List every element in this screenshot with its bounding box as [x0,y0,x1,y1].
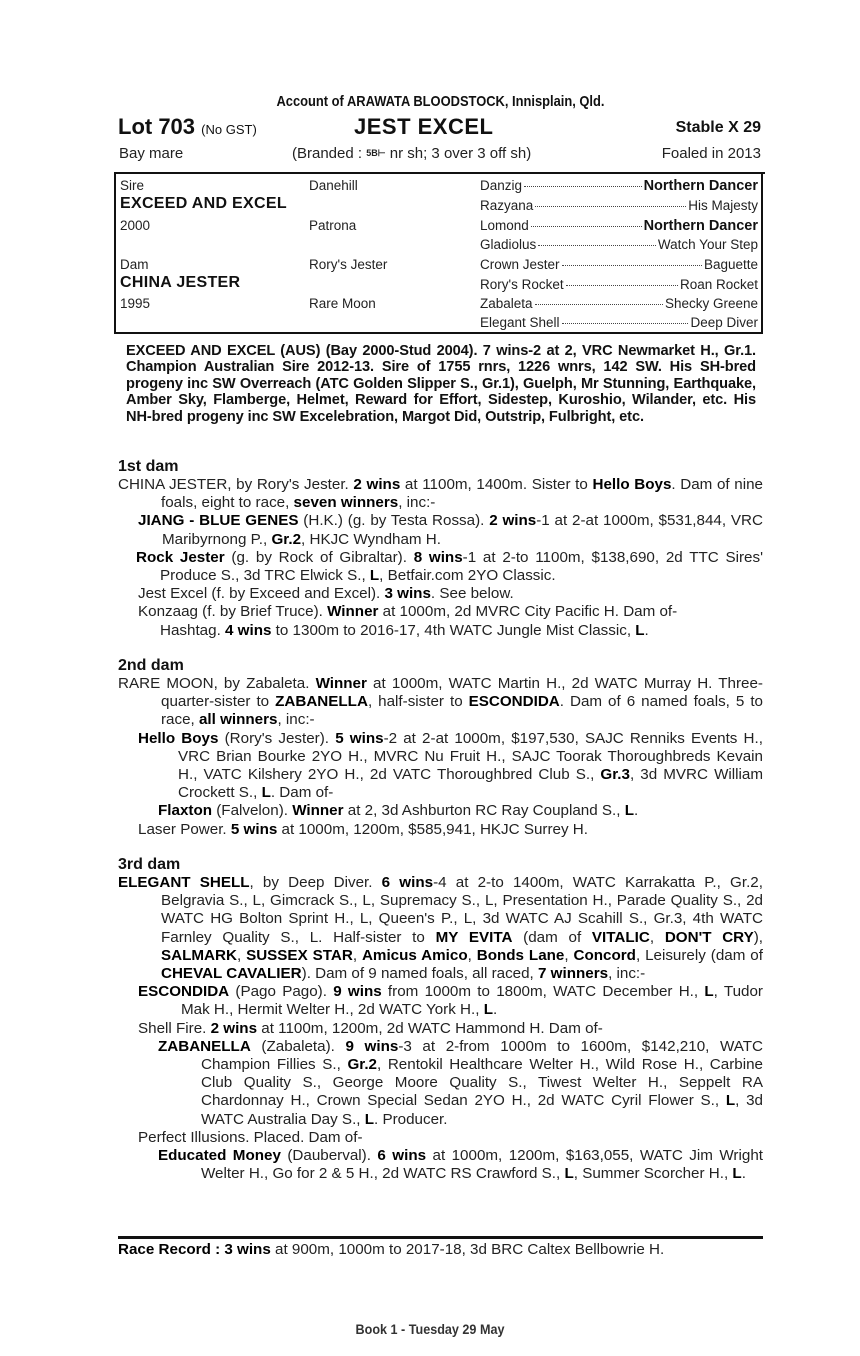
progeny-entry [118,730,763,803]
text: ), [753,928,763,946]
dam-entry [118,874,763,983]
text: . [633,802,639,820]
bold-text: ZABANELLA [158,1037,251,1055]
text: -4 at 2-to 1400m, WATC Karrakatta P., Gr.2, Belgravia S., L, Gimcrack S., L, Supremacy S., L, Presentation H., Parade Quality S., 2d WATC HG Bolton Sprint H., L, Queen's P., L, 3d WATC AJ Scahill S., Gr.3, 4th WATC Farnley Quality S., L. Half-sister to [161,874,763,946]
ancestor-left: Razyana [480,198,534,213]
bold-text: Flaxton [158,802,213,820]
text: , [352,946,362,964]
leader-dots [524,186,642,187]
second-dam-section [118,657,763,839]
bold-text: ESCONDIDA [138,983,230,1001]
bold-text: 7 winners [538,965,609,983]
text: . Dam of 6 named foals, 5 to race, [161,693,763,729]
text: (Rory's Jester). [218,729,336,747]
ancestor-row [480,198,758,213]
text: to 1300m to 2016-17, 4th WATC Jungle Mist Classic, [271,621,636,639]
bold-text: L [624,802,634,820]
ancestor-row [480,277,758,292]
text: (Pago Pago). [229,983,334,1001]
dam-name: CHINA JESTER [120,274,241,291]
bold-text: Hello Boys [138,729,219,747]
bold-text: Winner [292,802,344,820]
text: Konzaag (f. by Brief Truce). [138,603,328,621]
ancestor-row [480,218,758,234]
text: , HKJC Wyndham H. [301,530,441,548]
text: at 1000m, 1200m, $163,055, WATC Jim Wright Welter H., Go for 2 & 5 H., 2d WATC RS Crawford S., [201,1147,763,1183]
ancestor-row [480,257,758,272]
bold-text: Winner [327,603,379,621]
bold-text: ZABANELLA [275,693,368,711]
progeny-entry [118,821,763,839]
ancestor-row [480,315,758,330]
bold-text: 2 wins [353,476,401,493]
sire-summary: EXCEED AND EXCEL (AUS) (Bay 2000-Stud 2004). 7 wins-2 at 2, VRC Newmarket H., Gr.1. Champion Australian Sire 2012-13. Sire of 1755 rnrs, 1226 wnrs, 142 SW. His SH-bred progeny inc SW Overreach (ATC Golden Slipper S., Gr.1), Guelph, Mr Stunning, Earthquake, Amber Sky, Flamberge, Helmet, Reward for Effort, Sidestep, Kuroshio, Wilander, etc. His NH-bred progeny inc SW Excelebration, Margot Did, Outstrip, Fulbright, etc. [126,343,756,425]
bold-text: Concord [573,946,636,964]
bold-text: VITALIC [591,928,650,946]
bold-text: 6 wins [381,874,434,891]
brand-info [292,145,531,162]
brand-prefix: (Branded : [292,145,367,162]
progeny-entry [118,603,763,621]
progeny-entry [118,983,763,1019]
text: -1 at 2-to 1100m, $138,690, 2d TTC Sires' Produce S., 3d TRC Elwick S., [160,548,763,585]
bold-text: 4 wins [225,621,272,639]
dam-sire: Rory's Jester [309,257,388,272]
leader-dots [566,285,678,286]
text: , 3d WATC Australia Day S., [201,1092,763,1128]
bold-text: Educated Money [158,1147,281,1165]
bold-text: Rock Jester [136,548,225,566]
bold-text: 5 wins [335,729,384,747]
grand-progeny-entry [118,622,763,640]
text: at 1000m, WATC Martin H., 2d WATC Murray H. Three-quarter-sister to [161,675,763,711]
text: (Zabaleta). [250,1037,346,1055]
text: Laser Power. [138,820,231,838]
text: -1 at 2-at 1000m, $531,844, VRC Maribyrnong P., [162,512,763,548]
page-footer: Book 1 - Tuesday 29 May [355,1321,505,1337]
text: , inc:- [398,494,436,512]
vendor-account: Account of ARAWATA BLOODSTOCK, Innisplain, Qld. [276,93,605,110]
text: at 1100m, 1200m, 2d WATC Hammond H. Dam of- [257,1019,603,1037]
bold-text: JIANG - BLUE GENES [138,512,299,530]
bold-text: 9 wins [345,1037,399,1055]
ancestor-right: His Majesty [688,198,758,213]
brand-mark-icon: 5B⊢ [366,148,386,158]
bold-text: Race Record : 3 wins [118,1241,271,1258]
leader-dots [535,206,686,207]
bold-text: 5 wins [230,820,278,838]
text: , half-sister to [367,693,469,711]
progeny-entry [118,1129,763,1147]
text: from 1000m to 1800m, WATC December H., [381,983,705,1001]
text: CHINA JESTER, by Rory's Jester. [118,476,354,493]
text: , Betfair.com 2YO Classic. [379,567,556,585]
horse-name: JEST EXCEL [354,114,494,139]
text: , Rentokil Healthcare Welter H., Wild Rose H., Carbine Club Quality S., George Moore Quality S., Tiwest Welter H., Seppelt RA Chardonnay H., Crown Special Sedan 2YO H., 2d WATC Cyril Flower S., [201,1056,763,1110]
text: at 900m, 1000m to 2017-18, 3d BRC Caltex Bellbowrie H. [270,1241,665,1258]
gst-note: (No GST) [201,122,257,137]
text: . [644,621,649,639]
lot-number [118,114,257,140]
ancestor-left: Gladiolus [480,237,537,252]
text: , Leisurely (dam of [635,946,763,964]
text: at 2, 3d Ashburton RC Ray Coupland S., [343,802,625,820]
foaled-year: Foaled in 2013 [661,145,761,162]
race-record-rule [118,1236,763,1239]
text: , [467,946,477,964]
text: , [649,928,665,946]
third-dam-section [118,856,763,1183]
ancestor-left: Elegant Shell [480,315,560,330]
text: (g. by Rock of Gibraltar). [224,548,414,566]
text: (H.K.) (g. by Testa Rossa). [298,512,490,530]
ancestor-right: Watch Your Step [657,237,758,252]
brand-suffix: nr sh; 3 over 3 off sh) [385,145,532,162]
text: , Tudor Mak H., Hermit Welter H., 2d WATC York H., [181,983,763,1019]
ancestor-right: Deep Diver [690,315,758,330]
text: (dam of [512,928,592,946]
dam-year: 1995 [120,296,151,311]
ancestor-right: Baguette [703,257,758,272]
bold-text: ESCONDIDA [468,693,560,711]
bold-text: L [704,983,714,1001]
ancestor-left: Danzig [480,178,523,193]
text: , inc:- [277,711,315,729]
bold-text: L [483,1001,493,1019]
text: , inc:- [608,965,646,983]
text: , [564,946,574,964]
progeny-entry [118,512,763,548]
ancestor-left: Zabaleta [480,296,533,311]
bold-text: L [725,1092,736,1110]
pedigree-table [114,174,763,334]
bold-text: SALMARK [161,946,237,964]
first-dam-section [118,458,763,640]
bold-text: L [261,784,271,802]
bold-text: 3 wins [384,585,431,603]
bold-text: Bonds Lane [476,946,565,964]
grand-progeny-entry [118,802,763,820]
bold-text: 2 wins [489,512,537,530]
sire-name: EXCEED AND EXCEL [120,195,287,212]
text: . Dam of- [270,784,334,802]
bold-text: DON'T CRY [664,928,754,946]
ancestor-right: Shecky Greene [664,296,758,311]
bold-text: Gr.2 [347,1056,377,1074]
text: RARE MOON, by Zabaleta. [118,675,316,692]
lot-label: Lot 703 [118,114,196,139]
text: . Dam of nine foals, eight to race, [161,476,763,512]
text: ). Dam of 9 named foals, all raced, [301,965,538,983]
bold-text: SUSSEX STAR [246,946,353,964]
section-heading: 3rd dam [118,856,181,873]
ancestor-left: Rory's Rocket [480,277,564,292]
bold-text: all winners [198,711,278,729]
text: -3 at 2-from 1000m to 1600m, $142,210, WATC Champion Fillies S., [201,1037,763,1074]
dam-entry [118,675,763,730]
grand-progeny-entry [118,1147,763,1183]
text: . [492,1001,498,1019]
progeny-entry [118,585,763,603]
text: , [236,946,247,964]
bold-text: Gr.3 [600,766,630,784]
text: at 1000m, 1200m, $585,941, HKJC Surrey H. [277,820,588,838]
text: Hashtag. [160,621,226,639]
bold-text: Hello Boys [592,476,672,493]
bold-text: Gr.2 [271,530,302,548]
text: Perfect Illusions. Placed. Dam of- [138,1128,363,1146]
race-record [118,1241,763,1259]
progeny-entry [118,1020,763,1038]
ancestor-row [480,178,758,194]
ancestor-right: Roan Rocket [679,277,758,292]
bold-text: ELEGANT SHELL [118,874,250,891]
stable-number: Stable X 29 [675,119,761,136]
ancestor-left: Lomond [480,218,529,233]
text: . [741,1165,746,1183]
dam-dam: Rare Moon [309,296,376,311]
ancestor-right: Northern Dancer [643,178,758,194]
text: , Summer Scorcher H., [573,1165,733,1183]
leader-dots [531,226,642,227]
text: . See below. [430,585,514,603]
dam-entry [118,476,763,512]
text: . Producer. [374,1110,448,1128]
leader-dots [535,304,663,305]
text: (Falvelon). [212,802,293,820]
bold-text: L [369,567,380,585]
bold-text: 8 wins [413,548,463,566]
leader-dots [562,323,689,324]
text: at 1000m, 2d MVRC City Pacific H. Dam of- [378,603,678,621]
text: , by Deep Diver. [249,874,382,891]
bold-text: L [364,1110,375,1128]
section-heading: 2nd dam [118,657,184,674]
bold-text: 9 wins [333,983,382,1001]
progeny-entry [118,549,763,585]
bold-text: 2 wins [210,1019,258,1037]
ancestor-right: Northern Dancer [643,218,758,234]
text: (Dauberval). [280,1147,378,1165]
sire-sire: Danehill [309,178,358,193]
sire-year: 2000 [120,218,151,233]
leader-dots [538,245,656,246]
bold-text: CHEVAL CAVALIER [161,965,302,983]
bold-text: L [732,1165,742,1183]
text: Shell Fire. [138,1019,211,1037]
sex-colour: Bay mare [119,145,184,162]
section-heading: 1st dam [118,458,179,475]
bold-text: Amicus Amico [361,946,468,964]
ancestor-row [480,237,758,252]
grand-progeny-entry [118,1038,763,1129]
bold-text: seven winners [293,494,399,512]
lot-header [118,114,763,144]
leader-dots [562,265,702,266]
ancestor-left: Crown Jester [480,257,560,272]
bold-text: 6 wins [377,1147,427,1165]
bold-text: MY EVITA [435,928,513,946]
ancestor-row [480,296,758,311]
sire-dam: Patrona [309,218,357,233]
text: , 3d MVRC William Crockett S., [178,766,764,802]
bold-text: Winner [315,675,367,692]
text: -2 at 2-at 1000m, $197,530, SAJC Renniks Events H., VRC Brian Bourke 2YO H., MVRC Nu Fruit H., SAJC Toorak Thoroughbreds Kevain H., VATC Kilshery 2YO H., 2d VATC Thoroughbred Club S., [178,729,763,784]
dam-label: Dam [120,257,149,272]
bold-text: L [564,1165,574,1183]
bold-text: L [635,621,645,639]
text: Jest Excel (f. by Exceed and Excel). [138,585,385,603]
sire-label: Sire [120,178,145,193]
text: at 1100m, 1400m. Sister to [400,476,593,493]
